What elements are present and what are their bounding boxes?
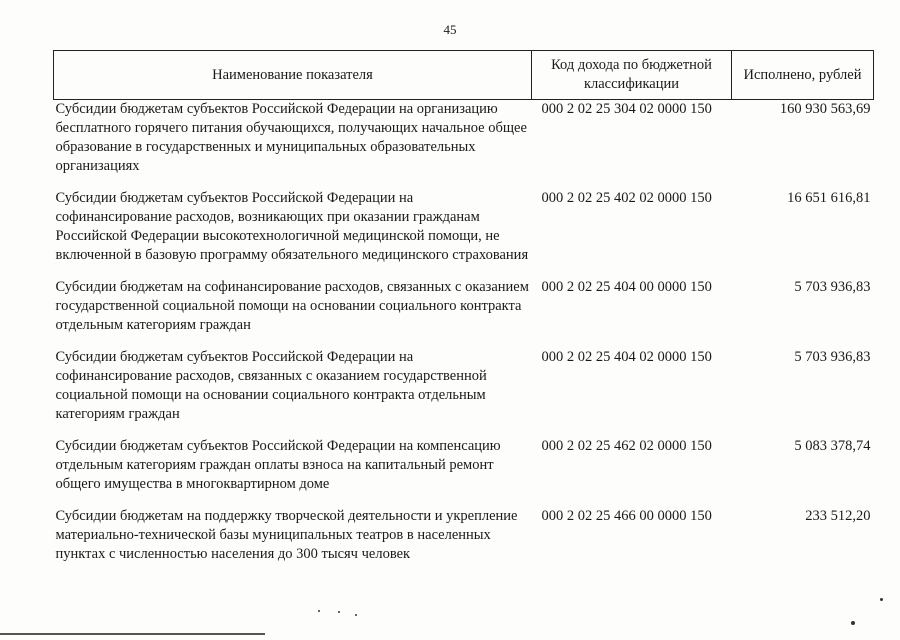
scan-speck <box>851 621 855 625</box>
scan-speck <box>880 598 883 601</box>
row-sum: 233 512,20 <box>805 508 871 524</box>
row-sum: 5 083 378,74 <box>794 438 871 454</box>
row-sum: 16 651 616,81 <box>787 190 871 206</box>
row-code: 000 2 02 25 404 02 0000 150 <box>541 349 712 365</box>
budget-table <box>53 50 874 577</box>
row-code: 000 2 02 25 402 02 0000 150 <box>541 190 712 206</box>
row-code: 000 2 02 25 404 00 0000 150 <box>541 279 712 295</box>
row-name: Субсидии бюджетам субъектов Российской Федерации на софинансирование расходов, возникающих при оказании гражданам Российской Федерации высокотехнологичной медицинской помощи, не включенной в базовую программу обязательного медицинского страхования <box>55 190 529 263</box>
row-name: Субсидии бюджетам на поддержку творческой деятельности и укрепление материально-технической базы муниципальных театров в населенных пунктах с численностью населения до 300 тысяч человек <box>55 508 518 562</box>
table-row <box>54 189 874 278</box>
table-row <box>54 278 874 348</box>
row-code: 000 2 02 25 462 02 0000 150 <box>541 438 712 454</box>
row-sum: 5 703 936,83 <box>794 279 871 295</box>
header-sum: Исполнено, рублей <box>732 51 874 100</box>
scan-edge-line <box>0 633 265 635</box>
table-header <box>54 51 874 100</box>
table-row <box>54 437 874 507</box>
scan-speck <box>338 611 340 613</box>
row-name: Субсидии бюджетам субъектов Российской Федерации на софинансирование расходов, связанных с оказанием государственной социальной помощи на основании социального контракта отдельным категориям граждан <box>55 349 487 422</box>
table-row <box>54 100 874 190</box>
row-sum: 5 703 936,83 <box>794 349 871 365</box>
scan-speck <box>318 610 320 612</box>
row-code: 000 2 02 25 304 02 0000 150 <box>541 101 712 117</box>
table-row <box>54 507 874 577</box>
row-sum: 160 930 563,69 <box>779 101 871 117</box>
table-row <box>54 348 874 437</box>
header-name: Наименование показателя <box>54 51 532 100</box>
row-name: Субсидии бюджетам на софинансирование расходов, связанных с оказанием государственной социальной помощи на основании социального контракта отдельным категориям граждан <box>55 279 529 333</box>
scan-speck <box>355 614 357 616</box>
row-code: 000 2 02 25 466 00 0000 150 <box>541 508 712 524</box>
row-name: Субсидии бюджетам субъектов Российской Федерации на организацию бесплатного горячего питания обучающихся, получающих начальное общее образование в государственных и муниципальных образовательных организациях <box>55 101 527 174</box>
header-code: Код дохода по бюджетной классификации <box>532 51 732 100</box>
row-name: Субсидии бюджетам субъектов Российской Федерации на компенсацию отдельным категориям граждан оплаты взноса на капитальный ремонт общего имущества в многоквартирном доме <box>55 438 501 492</box>
page-number: 45 <box>443 22 457 37</box>
